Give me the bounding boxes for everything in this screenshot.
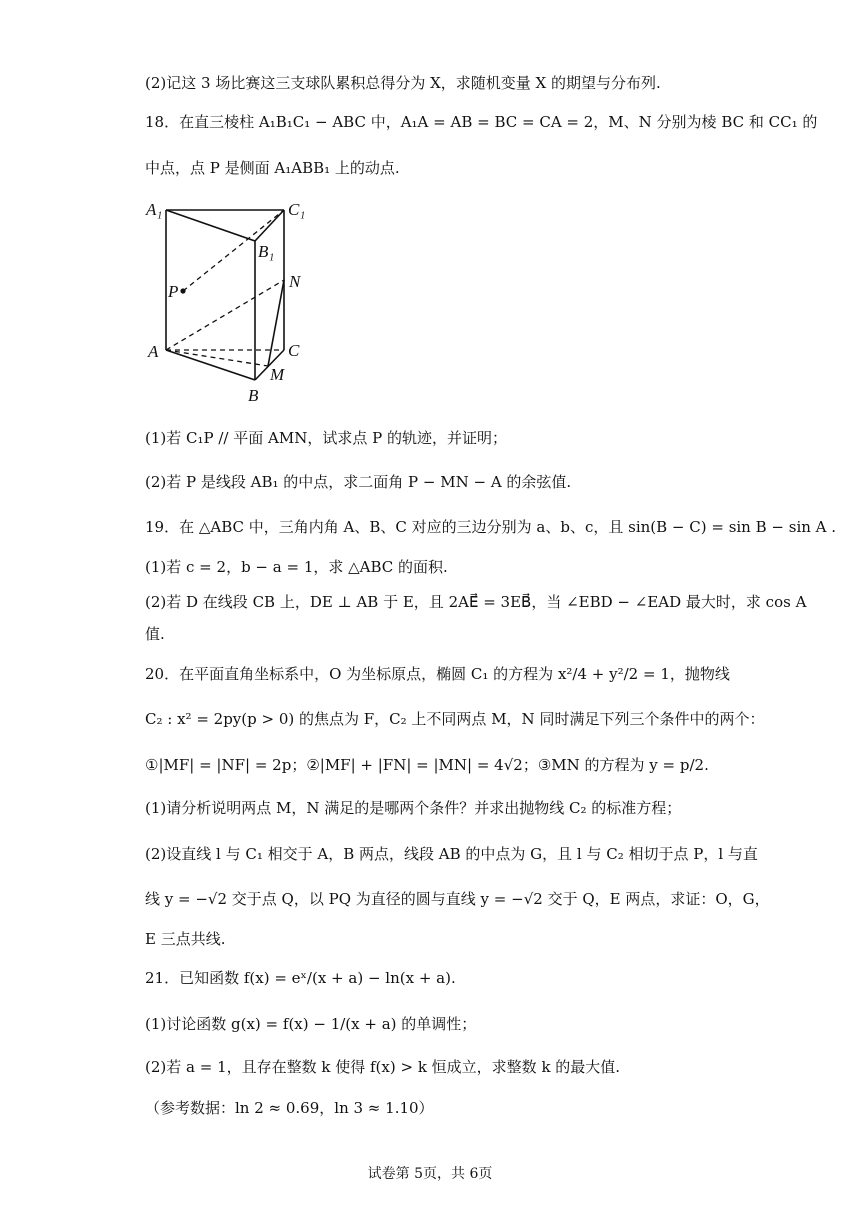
label-p: P — [168, 282, 179, 301]
q20-stem-line2: C₂ : x² = 2py(p > 0) 的焦点为 F，C₂ 上不同两点 M，N 同时满足下列三个条件中的两个： — [145, 710, 765, 728]
prism-figure — [140, 195, 320, 410]
q19-stem: 19．在 △ABC 中，三角内角 A、B、C 对应的三边分别为 a、b、c，且 sin(B − C) = sin B − sin A . — [145, 518, 837, 536]
q19-part2-line2: 值. — [145, 625, 165, 643]
label-a1: A₁ — [146, 200, 163, 219]
q21-reference: （参考数据：ln 2 ≈ 0.69，ln 3 ≈ 1.10） — [145, 1099, 434, 1117]
q18-part2: (2)若 P 是线段 AB₁ 的中点，求二面角 P − MN − A 的余弦值. — [145, 473, 572, 491]
label-m: M — [270, 365, 285, 384]
q20-part2-line2: 线 y = −√2 交于点 Q，以 PQ 为直径的圆与直线 y = −√2 交于 Q，E 两点，求证：O，G， — [145, 890, 770, 908]
q19-part1: (1)若 c = 2，b − a = 1，求 △ABC 的面积. — [145, 558, 448, 576]
q17-part2: (2)记这 3 场比赛这三支球队累积总得分为 X，求随机变量 X 的期望与分布列. — [145, 74, 661, 92]
q18-stem-line2: 中点，点 P 是侧面 A₁ABB₁ 上的动点. — [145, 159, 400, 177]
label-b: B — [248, 386, 259, 405]
point-p-dot — [180, 288, 185, 293]
q20-part2-line1: (2)设直线 l 与 C₁ 相交于 A，B 两点，线段 AB 的中点为 G，且 l 与 C₂ 相切于点 P，l 与直 — [145, 845, 758, 863]
label-n: N — [289, 272, 301, 291]
q21-part2: (2)若 a = 1，且存在整数 k 使得 f(x) > k 恒成立，求整数 k 的最大值. — [145, 1058, 621, 1076]
label-a: A — [148, 342, 159, 361]
q21-stem: 21．已知函数 f(x) = eˣ/(x + a) − ln(x + a). — [145, 969, 456, 987]
q20-conditions: ①|MF| = |NF| = 2p；②|MF| + |FN| = |MN| = 4√2；③MN 的方程为 y = p/2. — [145, 756, 709, 774]
q18-part1: (1)若 C₁P // 平面 AMN，试求点 P 的轨迹，并证明； — [145, 429, 507, 447]
q18-stem-line1: 18．在直三棱柱 A₁B₁C₁ − ABC 中，A₁A = AB = BC = CA = 2，M、N 分别为棱 BC 和 CC₁ 的 — [145, 113, 818, 131]
q20-part1: (1)请分析说明两点 M，N 满足的是哪两个条件？并求出抛物线 C₂ 的标准方程； — [145, 799, 682, 817]
label-c: C — [288, 341, 300, 360]
q19-part2-line1: (2)若 D 在线段 CB 上，DE ⊥ AB 于 E，且 2AE⃗ = 3EB⃗，当 ∠EBD − ∠EAD 最大时，求 cos A — [145, 593, 807, 611]
page-footer: 试卷第 5页，共 6页 — [367, 1166, 493, 1182]
label-b1: B₁ — [258, 242, 275, 261]
label-c1: C₁ — [288, 200, 306, 219]
q20-part2-line3: E 三点共线. — [145, 930, 226, 948]
q21-part1: (1)讨论函数 g(x) = f(x) − 1/(x + a) 的单调性； — [145, 1015, 477, 1033]
q20-stem-line1: 20．在平面直角坐标系中，O 为坐标原点，椭圆 C₁ 的方程为 x²/4 + y²/2 = 1，抛物线 — [145, 665, 730, 683]
